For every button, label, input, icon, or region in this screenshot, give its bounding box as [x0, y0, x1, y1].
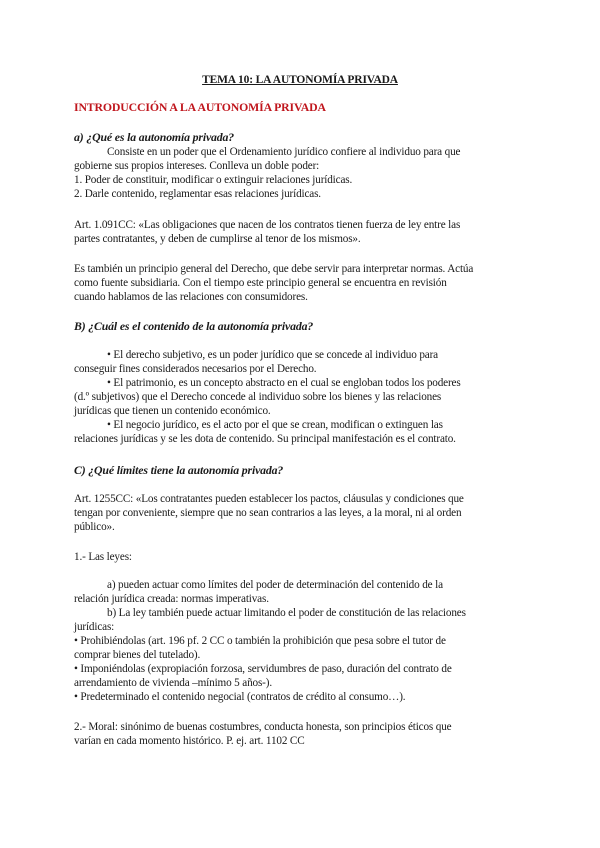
- article-1091-line: Art. 1.091CC: «Las obligaciones que nacen de los contratos tienen fuerza de ley entre las: [74, 219, 461, 231]
- leyes-line: a) pueden actuar como límites del poder de determinación del contenido de la: [107, 579, 443, 591]
- moral-line: 2.- Moral: sinónimo de buenas costumbres, conducta honesta, son principios éticos que: [74, 721, 452, 733]
- leyes-line: • Prohibiéndolas (art. 196 pf. 2 CC o también la prohibición que pesa sobre el tutor de: [74, 635, 446, 647]
- leyes-line: relación jurídica creada: normas imperativas.: [74, 593, 269, 605]
- section-b-line: • El patrimonio, es un concepto abstracto en el cual se engloban todos los poderes: [107, 377, 461, 389]
- principle-line: Es también un principio general del Derecho, que debe servir para interpretar normas. Actúa: [74, 263, 474, 275]
- section-b-line: • El negocio jurídico, es el acto por el que se crean, modifican o extinguen las: [107, 419, 443, 431]
- leyes-line: arrendamiento de vivienda –mínimo 5 años-).: [74, 677, 272, 689]
- section-b-heading: B) ¿Cuál es el contenido de la autonomía privada?: [74, 319, 314, 333]
- principle-line: cuando hablamos de las relaciones con consumidores.: [74, 291, 308, 303]
- section-b-line: relaciones jurídicas y se les dota de contenido. Su principal manifestación es el contrato.: [74, 433, 456, 445]
- section-a-line: 1. Poder de constituir, modificar o extinguir relaciones jurídicas.: [74, 174, 353, 186]
- leyes-line: jurídicas:: [74, 621, 115, 633]
- article-1091-line: partes contratantes, y deben de cumplirse al tenor de los mismos».: [74, 233, 361, 245]
- page-title: TEMA 10: LA AUTONOMÍA PRIVADA: [202, 74, 398, 86]
- section-b-line: • El derecho subjetivo, es un poder jurídico que se concede al individuo para: [107, 349, 438, 361]
- section-b-line: (d.º subjetivos) que el Derecho concede al individuo sobre los bienes y las relaciones: [74, 391, 442, 403]
- principle-line: como fuente subsidiaria. Con el tiempo este principio general se encuentra en revisión: [74, 277, 447, 289]
- section-b-line: conseguir fines considerados necesarios por el Derecho.: [74, 363, 317, 375]
- article-1255-line: tengan por conveniente, siempre que no sean contrarios a las leyes, a la moral, ni al orden: [74, 507, 462, 519]
- section-a-heading: a) ¿Qué es la autonomía privada?: [74, 130, 235, 144]
- intro-heading: INTRODUCCIÓN A LA AUTONOMÍA PRIVADA: [74, 100, 326, 114]
- leyes-line: comprar bienes del tutelado).: [74, 649, 201, 661]
- section-b-line: jurídicas que tienen un contenido económico.: [74, 405, 271, 417]
- section-a-line: 2. Darle contenido, reglamentar esas relaciones jurídicas.: [74, 188, 321, 200]
- leyes-label: 1.- Las leyes:: [74, 551, 132, 563]
- leyes-line: b) La ley también puede actuar limitando el poder de constitución de las relaciones: [107, 607, 466, 619]
- section-c-heading: C) ¿Qué límites tiene la autonomía privada?: [74, 463, 284, 477]
- leyes-line: • Predeterminado el contenido negocial (contratos de crédito al consumo…).: [74, 691, 406, 703]
- article-1255-line: público».: [74, 521, 115, 533]
- section-a-line: gobierne sus propios intereses. Conlleva un doble poder:: [74, 160, 320, 172]
- article-1255-line: Art. 1255CC: «Los contratantes pueden establecer los pactos, cláusulas y condiciones que: [74, 493, 464, 505]
- section-a-line: Consiste en un poder que el Ordenamiento jurídico confiere al individuo para que: [107, 146, 461, 158]
- leyes-line: • Imponiéndolas (expropiación forzosa, servidumbres de paso, duración del contrato de: [74, 663, 452, 675]
- moral-line: varían en cada momento histórico. P. ej. art. 1102 CC: [74, 735, 305, 747]
